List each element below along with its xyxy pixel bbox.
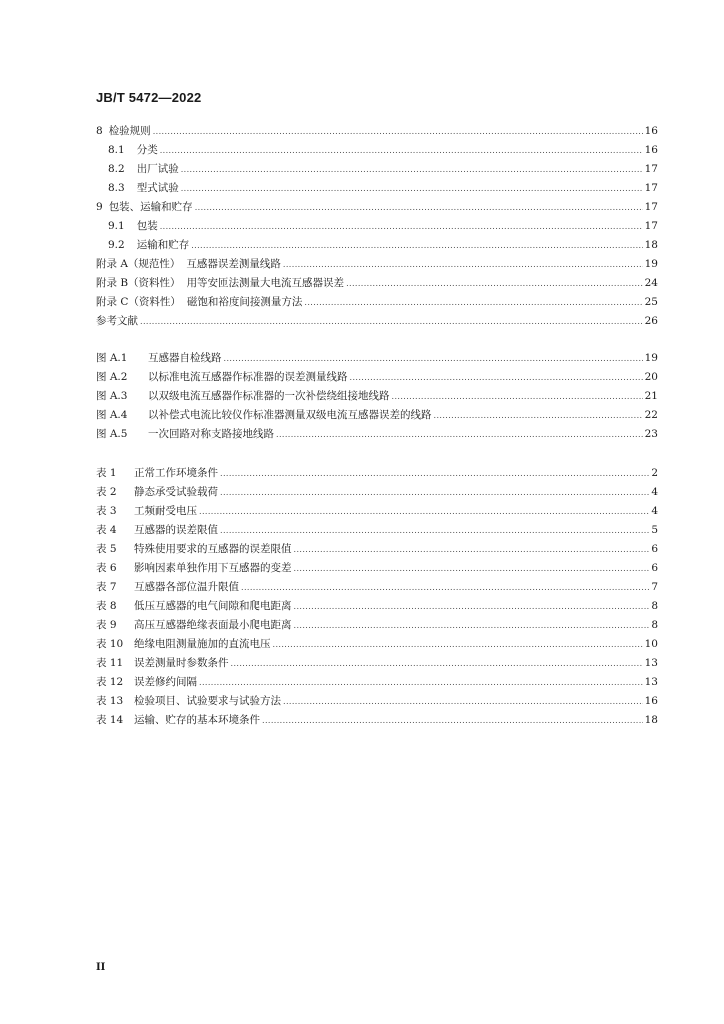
table-entry[interactable] (96, 521, 658, 540)
table-page: 8 (651, 619, 658, 631)
toc-entry[interactable] (96, 274, 658, 293)
dot-leader (346, 274, 643, 293)
toc-tables (96, 464, 658, 730)
dot-leader (153, 122, 643, 141)
figure-title: 互感器自检线路 (148, 352, 222, 364)
dot-leader (160, 141, 643, 160)
toc-entry-title: 用等安匝法测量大电流互感器误差 (186, 277, 345, 289)
table-title: 绝缘电阻测量施加的直流电压 (134, 638, 271, 650)
figure-page: 22 (644, 409, 658, 421)
table-entry[interactable] (96, 654, 658, 673)
toc-entry-title: 分类 (136, 144, 158, 156)
figure-number: 图 A.2 (96, 371, 128, 383)
figure-entry[interactable] (96, 387, 658, 406)
table-entry[interactable] (96, 616, 658, 635)
table-title: 正常工作环境条件 (134, 467, 218, 479)
figure-page: 19 (644, 352, 658, 364)
figure-page: 23 (644, 428, 658, 440)
toc-entry-number: 8 (96, 125, 103, 137)
dot-leader (191, 236, 642, 255)
table-number: 表 12 (96, 676, 124, 688)
dot-leader (199, 502, 649, 521)
toc-entry[interactable] (96, 122, 658, 141)
toc-entry-page: 24 (644, 277, 658, 289)
figure-number: 图 A.3 (96, 390, 128, 402)
toc-entry-title: 磁饱和裕度间接测量方法 (186, 296, 303, 308)
table-number: 表 6 (96, 562, 117, 574)
table-title: 互感器的误差限值 (134, 524, 218, 536)
toc-entry[interactable] (96, 141, 658, 160)
toc-entry-page: 16 (644, 144, 658, 156)
toc-entry-page: 17 (644, 182, 658, 194)
table-page: 2 (651, 467, 658, 479)
dot-leader (195, 198, 643, 217)
table-number: 表 1 (96, 467, 117, 479)
toc-entry-page: 18 (644, 239, 658, 251)
table-entry[interactable] (96, 578, 658, 597)
table-page: 16 (644, 695, 658, 707)
toc-entry-title: 运输和贮存 (136, 239, 190, 251)
table-title: 误差测量时参数条件 (134, 657, 229, 669)
table-title: 高压互感器绝缘表面最小爬电距离 (134, 619, 292, 631)
table-title: 低压互感器的电气间隙和爬电距离 (134, 600, 292, 612)
table-title: 工频耐受电压 (134, 505, 197, 517)
dot-leader (304, 293, 642, 312)
dot-leader (241, 578, 649, 597)
table-page: 13 (644, 657, 658, 669)
toc-entry-number: 8.2 (108, 163, 125, 175)
table-entry[interactable] (96, 635, 658, 654)
figure-entry[interactable] (96, 406, 658, 425)
toc-entry[interactable] (96, 312, 658, 331)
dot-leader (262, 711, 643, 730)
dot-leader (224, 349, 643, 368)
toc-entry-page: 17 (644, 163, 658, 175)
table-number: 表 7 (96, 581, 117, 593)
dot-leader (220, 464, 649, 483)
toc-entry-page: 16 (644, 125, 658, 137)
toc-entry[interactable] (96, 236, 658, 255)
dot-leader (181, 179, 643, 198)
figure-title: 以标准电流互感器作标准器的误差测量线路 (148, 371, 348, 383)
dot-leader (231, 654, 643, 673)
dot-leader (276, 425, 643, 444)
figure-entry[interactable] (96, 425, 658, 444)
figure-title: 以补偿式电流比较仪作标准器测量双级电流互感器误差的线路 (148, 409, 432, 421)
toc-entry[interactable] (96, 198, 658, 217)
figure-entry[interactable] (96, 368, 658, 387)
figure-title: 以双级电流互感器作标准器的一次补偿绕组接地线路 (148, 390, 390, 402)
toc-entry[interactable] (96, 160, 658, 179)
dot-leader (273, 635, 643, 654)
table-number: 表 4 (96, 524, 117, 536)
toc-entry-number: 附录 C（资料性） (96, 296, 181, 308)
table-number: 表 8 (96, 600, 117, 612)
table-number: 表 14 (96, 714, 124, 726)
document-code: JB/T 5472—2022 (96, 90, 202, 105)
dot-leader (220, 483, 649, 502)
toc-entry-number: 8.1 (108, 144, 125, 156)
toc-entry-page: 17 (644, 220, 658, 232)
dot-leader (160, 217, 643, 236)
table-number: 表 5 (96, 543, 117, 555)
table-page: 6 (651, 562, 658, 574)
table-page: 8 (651, 600, 658, 612)
table-entry[interactable] (96, 464, 658, 483)
table-title: 误差修约间隔 (134, 676, 197, 688)
figure-number: 图 A.1 (96, 352, 128, 364)
table-number: 表 2 (96, 486, 117, 498)
dot-leader (199, 673, 643, 692)
figure-page: 21 (644, 390, 658, 402)
table-number: 表 13 (96, 695, 124, 707)
toc-entry-title: 型式试验 (136, 182, 179, 194)
toc-entry-number: 8.3 (108, 182, 125, 194)
table-title: 特殊使用要求的互感器的误差限值 (134, 543, 292, 555)
table-title: 检验项目、试验要求与试验方法 (134, 695, 281, 707)
table-entry[interactable] (96, 597, 658, 616)
dot-leader (140, 312, 643, 331)
toc-main (96, 122, 658, 331)
table-page: 18 (644, 714, 658, 726)
toc-entry-number: 9.1 (108, 220, 125, 232)
table-page: 4 (651, 486, 658, 498)
dot-leader (283, 692, 643, 711)
table-entry[interactable] (96, 483, 658, 502)
dot-leader (434, 406, 643, 425)
table-entry[interactable] (96, 711, 658, 730)
table-number: 表 10 (96, 638, 124, 650)
table-page: 4 (651, 505, 658, 517)
dot-leader (392, 387, 643, 406)
toc-entry-number: 9 (96, 201, 103, 213)
table-number: 表 11 (96, 657, 124, 669)
toc-figures (96, 349, 658, 444)
figure-page: 20 (644, 371, 658, 383)
figure-entry[interactable] (96, 349, 658, 368)
toc-entry-number: 附录 A（规范性） (96, 258, 181, 270)
toc-entry-title: 互感器误差测量线路 (186, 258, 281, 270)
figure-number: 图 A.4 (96, 409, 128, 421)
table-page: 6 (651, 543, 658, 555)
table-title: 影响因素单独作用下互感器的变差 (134, 562, 292, 574)
table-entry[interactable] (96, 692, 658, 711)
toc-entry-title: 包装、运输和贮存 (108, 201, 193, 213)
dot-leader (220, 521, 649, 540)
table-page: 10 (644, 638, 658, 650)
toc-entry-title: 检验规则 (108, 125, 151, 137)
table-title: 运输、贮存的基本环境条件 (134, 714, 260, 726)
toc-entry-number: 9.2 (108, 239, 125, 251)
dot-leader (294, 616, 650, 635)
toc-entry-page: 17 (644, 201, 658, 213)
table-title: 静态承受试验载荷 (134, 486, 218, 498)
table-entry[interactable] (96, 673, 658, 692)
table-number: 表 9 (96, 619, 117, 631)
dot-leader (283, 255, 643, 274)
table-page: 13 (644, 676, 658, 688)
toc-entry[interactable] (96, 255, 658, 274)
dot-leader (294, 540, 650, 559)
table-number: 表 3 (96, 505, 117, 517)
dot-leader (294, 597, 650, 616)
toc-entry-page: 19 (644, 258, 658, 270)
table-page: 7 (651, 581, 658, 593)
table-page: 5 (651, 524, 658, 536)
dot-leader (181, 160, 643, 179)
toc-entry[interactable] (96, 179, 658, 198)
toc-entry[interactable] (96, 293, 658, 312)
toc-entry-title: 包装 (136, 220, 158, 232)
dot-leader (350, 368, 643, 387)
table-title: 互感器各部位温升限值 (134, 581, 239, 593)
toc-entry-number: 附录 B（资料性） (96, 277, 181, 289)
toc-entry-page: 26 (644, 315, 658, 327)
toc-entry-page: 25 (644, 296, 658, 308)
figure-title: 一次回路对称支路接地线路 (148, 428, 274, 440)
figure-number: 图 A.5 (96, 428, 128, 440)
toc-entry[interactable] (96, 217, 658, 236)
table-entry[interactable] (96, 540, 658, 559)
toc-entry-title: 参考文献 (96, 315, 138, 327)
toc-entry-title: 出厂试验 (136, 163, 179, 175)
table-entry[interactable] (96, 559, 658, 578)
table-entry[interactable] (96, 502, 658, 521)
dot-leader (294, 559, 650, 578)
page-number: II (96, 962, 106, 973)
